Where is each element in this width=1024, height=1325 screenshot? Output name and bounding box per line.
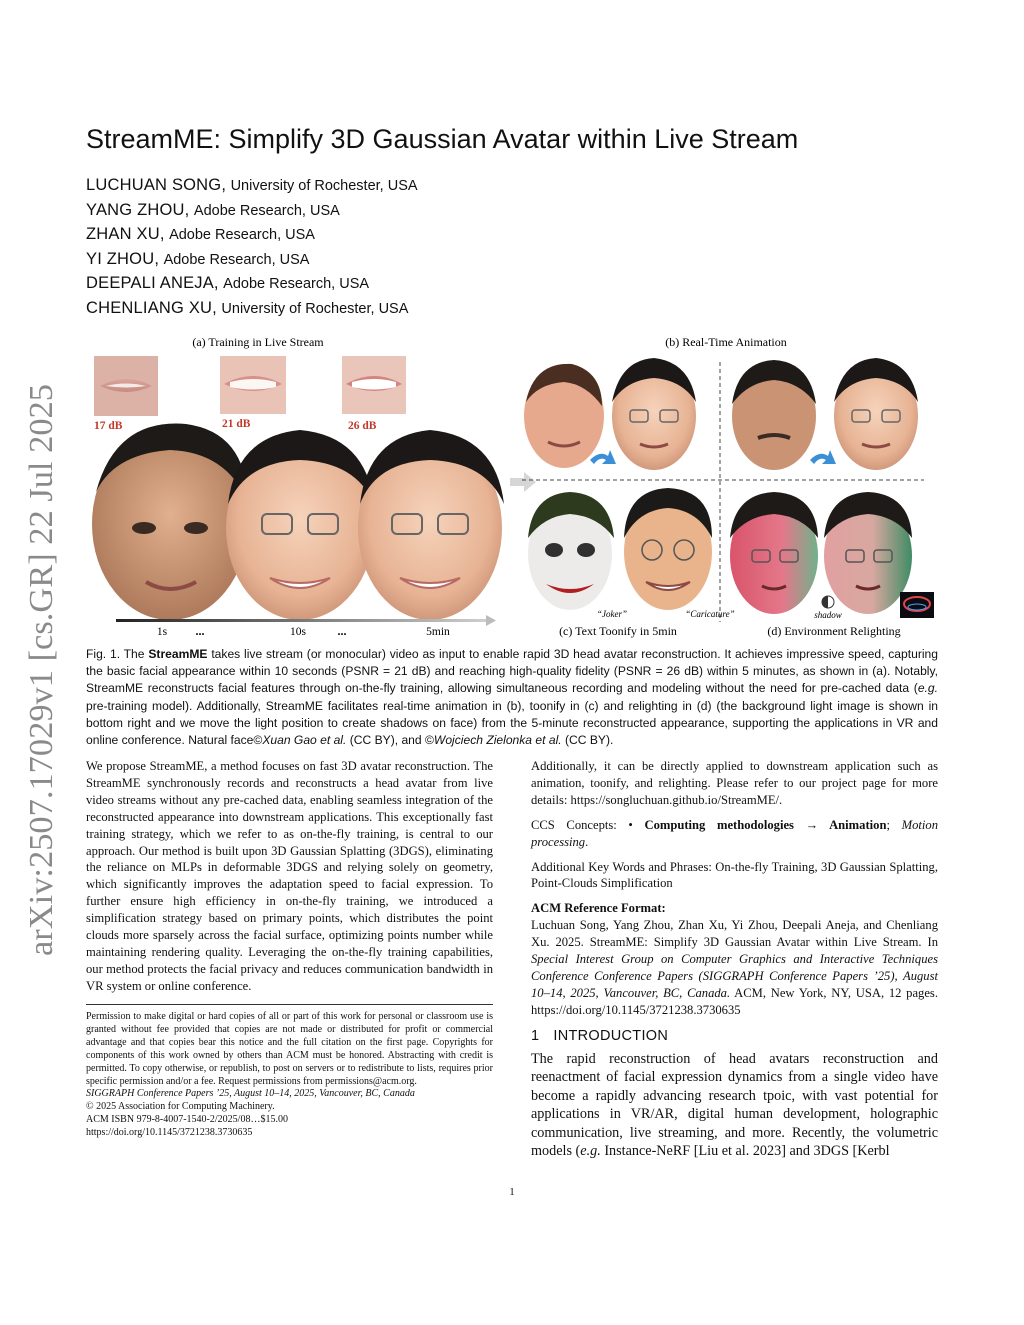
caption-eg: e.g. <box>917 681 938 696</box>
author-entry <box>86 272 418 297</box>
ccs-prefix: CCS Concepts: • <box>531 817 645 832</box>
face-1s <box>92 424 248 620</box>
caption-text: (CC BY). <box>561 733 614 748</box>
permission-text: Permission to make digital or hard copies of all or part of this work for personal or classroom use is granted without fee provided that copies are not made or distributed for profit or commercial advantage and that copies bear this notice and the full citation on the first page. Copyrights for components of this work owned by others than ACM must be honored. Abstracting with credit is permitted. To copy otherwise, or republish, to post on servers or to redistribute to lists, requires prior specific permission and/or a fee. Request permissions from permissions@acm.org. <box>86 1011 493 1087</box>
figure-caption <box>86 646 938 749</box>
author-name: LUCHUAN SONG, <box>86 176 227 194</box>
arxiv-identifier: arXiv:2507.17029v1 [cs.GR] 22 Jul 2025 <box>23 391 60 956</box>
isbn-line: ACM ISBN 979-8-4007-1540-2/2025/08…$15.00 <box>86 1114 288 1126</box>
footnote-rule <box>86 1004 493 1005</box>
mouth-crop-26db <box>342 356 406 414</box>
caption-text: (CC BY), and © <box>346 733 434 748</box>
acm-reference <box>531 917 938 1018</box>
author-name: CHENLIANG XU, <box>86 298 217 317</box>
author-entry <box>86 174 418 199</box>
animation-source-face-2 <box>732 360 816 470</box>
ccs-primary: Computing methodologies → Animation <box>644 817 887 832</box>
doi-line: https://doi.org/10.1145/3721238.3730635 <box>86 1127 253 1139</box>
author-entry <box>86 297 418 322</box>
face-10s <box>226 430 374 620</box>
abstract: We propose StreamME, a method focuses on fast 3D avatar reconstruction. The StreamME synchronously records and reconstructs a head avatar from live video streams without any pre-cached data, enabling seamless integration of the reconstructed appearance into downstream applications. This exceptionally fast training strategy, which we refer to as on-the-fly training, is central to our approach. Our method is built upon 3D Gaussian Splatting (3DGS), eliminating the reliance on MLPs in deformable 3DGS and relying solely on geometry, which significantly improves the adaptation speed to facial expression. To further ensure high efficiency in on-the-fly training, we introduced a simplification strategy based on primary points, which distributes the point clouds more sparsely across the facial surface, optimizing points number while maintaining rendering quality. Leveraging the on-the-fly training capabilities, our method protects the facial privacy and reduces communication bandwidth in VR system or online conference. <box>86 759 493 993</box>
shadow-icon <box>822 596 834 608</box>
ccs-secondary: Motion processing <box>531 817 938 849</box>
author-affiliation: Adobe Research, USA <box>169 227 315 243</box>
psnr-label-21db: 21 dB <box>222 418 251 430</box>
timeline-ellipsis: ... <box>337 624 347 638</box>
caption-text: pre-training model). Additionally, StreamME facilitates real-time animation in (b), toonify in (c) and relighting in (d) (the background light image is shown in bottom right and we move the light position to create shadows on face) from the 5-minute reconstructed appearance, supporting the applications in VR and online conference. Natural face© <box>86 698 938 748</box>
author-affiliation: Adobe Research, USA <box>163 251 310 268</box>
timeline-label-1s: 1s <box>156 626 168 638</box>
author-entry <box>86 223 418 248</box>
abstract-continuation: Additionally, it can be directly applied to downstream application such as animation, toonify, and relighting. Please refer to our project page for more details: https://songluchuan.github.io/StreamME/. <box>531 759 938 807</box>
relit-face-2 <box>824 492 912 614</box>
transfer-arrow-icon <box>810 450 836 464</box>
caption-credit: Wojciech Zielonka et al. <box>433 733 562 748</box>
psnr-label-26db: 26 dB <box>348 420 377 432</box>
caption-text: takes live stream (or monocular) video as input to enable rapid 3D head avatar reconstruction. It achieves impressive speed, capturing the basic facial appearance within 10 seconds (PSNR = 21 dB) and reaching high-quality fidelity (PSNR = 26 dB) within 5 minutes, as shown in (a). Notably, StreamME reconstructs facial features through on-the-fly training, allowing simultaneous recording and modeling without the need for pre-cached data ( <box>86 647 939 696</box>
section-number: 1 <box>531 1028 540 1044</box>
timeline-label-5min: 5min <box>426 626 450 638</box>
toonify-joker-face <box>528 492 614 610</box>
right-column <box>531 758 938 1019</box>
mouth-crop-21db <box>220 356 286 414</box>
intro-eg: e.g. <box>580 1143 601 1160</box>
author-list <box>86 174 418 321</box>
joker-label: “Joker” <box>597 609 627 619</box>
author-entry <box>86 199 418 224</box>
animation-source-face-1 <box>524 364 604 468</box>
author-affiliation: Adobe Research, USA <box>193 202 340 219</box>
arrow-icon <box>510 472 536 492</box>
panel-c-title: (c) Text Toonify in 5min <box>559 624 677 638</box>
acm-reference-text: Luchuan Song, Yang Zhou, Zhan Xu, Yi Zhou, Deepali Aneja, and Chenliang Xu. 2025. StreamME: Simplify 3D Gaussian Avatar within Live Stream. In <box>531 918 938 950</box>
introduction-text <box>531 1050 938 1160</box>
toonify-caricature-face <box>624 488 712 610</box>
intro-text: Instance-NeRF [Liu et al. 2023] and 3DGS [Kerbl <box>600 1143 890 1160</box>
keywords: Additional Key Words and Phrases: On-the-fly Training, 3D Gaussian Splatting, Point-Clouds Simplification <box>531 859 938 891</box>
author-name: DEEPALI ANEJA, <box>86 274 219 292</box>
ccs-concepts <box>531 817 938 851</box>
author-entry <box>86 248 418 273</box>
author-affiliation: University of Rochester, USA <box>230 178 418 194</box>
paper-title: StreamME: Simplify 3D Gaussian Avatar within Live Stream <box>86 124 799 154</box>
author-affiliation: Adobe Research, USA <box>223 276 370 292</box>
animation-target-face-1 <box>612 358 696 470</box>
acm-reference-text: ACM, New York, NY, USA, 12 pages. https://doi.org/10.1145/3721238.3730635 <box>531 985 938 1017</box>
relit-face-1 <box>730 492 818 614</box>
copyright-line: © 2025 Association for Computing Machinery. <box>86 1101 275 1113</box>
psnr-label-17db: 17 dB <box>94 420 123 432</box>
shadow-label: shadow <box>814 610 842 620</box>
animation-target-face-2 <box>834 358 918 470</box>
acm-reference-heading: ACM Reference Format: <box>531 901 666 916</box>
arxiv-stamp <box>6 380 66 960</box>
section-title: INTRODUCTION <box>553 1028 669 1044</box>
page-number: 1 <box>509 1186 515 1198</box>
face-5min <box>358 430 504 620</box>
author-affiliation: University of Rochester, USA <box>221 300 409 317</box>
conference-line: SIGGRAPH Conference Papers ’25, August 10–14, 2025, Vancouver, BC, Canada <box>86 1088 415 1100</box>
timeline-label-10s: 10s <box>290 626 306 638</box>
caption-prefix: Fig. 1. The <box>86 647 149 661</box>
author-name: ZHAN XU, <box>86 225 165 243</box>
ccs-end: . <box>585 834 589 849</box>
panel-b-title: (b) Real-Time Animation <box>665 335 787 349</box>
teaser-figure <box>86 332 938 642</box>
section-heading <box>531 1028 668 1044</box>
author-name: YI ZHOU, <box>86 249 160 268</box>
acm-reference-venue: Special Interest Group on Computer Graphics and Interactive Techniques Conference Conference Papers (SIGGRAPH Conference Papers ’25), August 10–14, 2025, Vancouver, BC, Canada. <box>531 952 938 1000</box>
caption-method-name: StreamME <box>148 647 208 661</box>
mouth-crop-17db <box>94 356 158 416</box>
transfer-arrow-icon <box>590 450 616 464</box>
author-name: YANG ZHOU, <box>86 200 190 219</box>
caption-credit: Xuan Gao et al. <box>262 733 347 748</box>
permission-notice <box>86 1011 493 1140</box>
environment-light-thumbnail <box>900 592 934 618</box>
ccs-separator: ; <box>886 817 902 832</box>
panel-d-title: (d) Environment Relighting <box>767 624 901 638</box>
intro-text: The rapid reconstruction of head avatars reconstruction and reenactment of facial expression dynamics from a single video have become a rapidly advancing research tpoic, with vast potential for applications in VR/AR, digital human development, holographic communication, live streaming, and more. Recently, the volumetric models ( <box>531 1051 938 1160</box>
timeline-ellipsis: ... <box>195 624 205 638</box>
caricature-label: “Caricature” <box>685 609 735 619</box>
panel-a-title: (a) Training in Live Stream <box>192 335 324 349</box>
